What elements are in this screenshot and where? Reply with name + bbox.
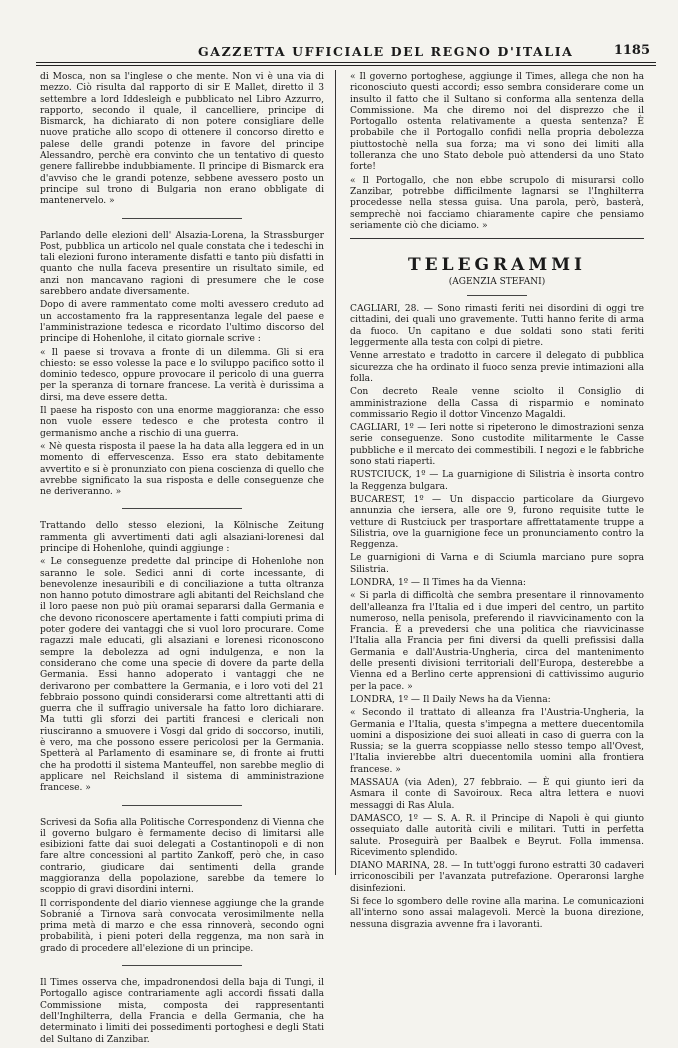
article-paragraph: « Le conseguenze predette dal principe di Hohenlohe non saranno le sole. Sedici anni di corte incessante, di benevolenze inesauribili e di conciliazione a tutta oltranza non hanno potuto dimostrare agli abitanti del Reichsland che il loro paese non può più oramai separarsi dalla Germania e che devono riconoscere apertamente i fatti compiuti prima di poter godere dei vantaggi che si vuol loro procurare. Come ragazzi male educati, gli alsaziani e lorenesi riconoscono sempre la debolezza ad ogni indulgenza, e non la considerano che come una specie di dovere da parte della Germania. Essi hanno adoperato i vantaggi che ne derivarono per combattere la Germania, e i loro voti del 21 febbraio possono quindi considerarsi come altrettanti atti di guerra che il suffragio universale ha fatto loro dichiarare. Ma tutti gli sforzi dei partiti francesi e clericali non riusciranno a smuovere i Vosgi dal grido di soccorso, inutili, è vero, ma che possono essere pericolosi per la Germania. Spetterà al Parlamento di esaminare se, di fronte ai frutti che ha prodotti il sistema Manteuffel, non sarebbe meglio di applicare nel Reichsland il sistema di amministrazione francese. » [40, 557, 324, 794]
telegrams-rule [467, 295, 527, 296]
telegram-item: BUCAREST, 1º — Un dispaccio particolare da Giurgevo annunzia che iersera, alle ore 9, furono requisite tutte le vetture di Rustciuck per trasportare affrettatamente truppe a Silistria, ove la guarnigione fece un pronunciamento contro la Reggenza. [350, 494, 644, 551]
telegram-item: LONDRA, 1º — Il Times ha da Vienna: [350, 577, 527, 588]
article-paragraph: « Il paese si trovava a fronte di un dilemma. Gli si era chiesto: se esso volesse la pace e lo sviluppo pacifico sotto il dominio tedesco, oppure provocare il pericolo di una guerra per la speranza di tornare francese. La verità è durissima a dirsi, ma deve essere detta. [40, 347, 324, 403]
page-header [36, 40, 656, 62]
article-separator [122, 965, 242, 966]
article-separator [122, 805, 242, 806]
telegram-item: DIANO MARINA, 28. — In tutt'oggi furono estratti 30 cadaveri irriconoscibili per l'avanzata putrefazione. Operaronsi larghe disinfezioni. [350, 861, 644, 894]
article-paragraph: Scrivesi da Sofia alla Politische Correspondenz di Vienna che il governo bulgaro è fermamente deciso di limitarsi alle esibizioni fatte dai suoi delegati a Costantinopoli e di non fare altre concessioni al partito Zankoff, però che, in caso contrario, giudicare dai sentimenti della grande maggioranza della popolazione, sarebbe da temere lo scoppio di gravi disordini interni. [40, 817, 324, 896]
article-paragraph: « Il governo portoghese, aggiunge il Times, allega che non ha riconosciuto questi accordi; esso sembra considerare come un insulto il fatto che il Sultano si conforma alla sentenza della Commissione. Ma che diremo noi del disprezzo che il Portogallo ostenta relativamente a questa sentenza? È probabile che il Portogallo confidi nella propria debolezza piuttostochè nella sua forza; ma vi sono dei limiti alla tolleranza che uno Stato debole può attendersi da uno Stato forte! [350, 72, 644, 173]
telegram-item: « Secondo il trattato di alleanza fra l'Austria-Ungheria, la Germania e l'Italia, questa s'impegna a mettere duecentomila uomini a disposizione dei suoi alleati in caso di guerra con la Russia; se la guerra scoppiasse nello stesso tempo all'Ovest, l'Italia invierebbe altri duecentomila uomini alla frontiera francese. » [350, 708, 644, 775]
article-separator [122, 508, 242, 509]
article-paragraph: « Nè questa risposta il paese la ha data alla leggera ed in un momento di effervescenza. Esso era stato debitamente avvertito e si è pronunziato con piena coscienza di quello che avrebbe significato la sua risposta e delle conseguenze che ne deriveranno. » [40, 441, 324, 498]
header-rule-thin [36, 65, 656, 66]
telegram-item: LONDRA, 1º — Il Daily News ha da Vienna: [350, 694, 551, 705]
telegram-item: CAGLIARI, 1º — Ieri notte si ripeterono le dimostrazioni senza serie conseguenze. Sono custodite militarmente le Casse pubbliche e il mercato dei commestibili. I negozi e le fabbriche sono stati riaperti. [350, 423, 644, 468]
article-paragraph: « Il Portogallo, che non ebbe scrupolo di misurarsi collo Zanzibar, potrebbe difficilmente lagnarsi se l'Inghilterra procedesse nella stessa guisa. Una parola, però, basterà, semprechè noi facciamo chiaramente capire che pensiamo seriamente ciò che diciamo. » [350, 175, 644, 231]
column-divider [335, 70, 336, 875]
telegram-item: « Si parla di difficoltà che sembra presentare il rinnovamento dell'alleanza fra l'Italia ed i due imperi del centro, un partito numeroso, nella penisola, preferendo il riavvicinamento con la Francia. È a prevedersi che una politica che riavvicinasse l'Italia alla Francia per fini diversi da quelli prefissisi dalla Germania e dall'Austria-Ungheria, circa del mantenimento delle presenti divisioni territoriali dell'Europa, desterebbe a Vienna ed a Berlino certe apprensioni di cattivissimo augurio per la pace. » [350, 591, 644, 692]
telegram-item: Si fece lo sgombero delle rovine alla marina. Le comunicazioni all'interno sono assai malagevoli. Mercè la buona direzione, nessuna disgrazia avvenne fra i lavoranti. [350, 897, 644, 930]
article-paragraph: Il corrispondente del diario viennese aggiunge che la grande Sobranié a Tirnova sarà convocata verosimilmente nella prima metà di marzo e che essa rinnoverà, secondo ogni probabilità, i pieni poteri della reggenza, ma non sarà in grado di procedere all'elezione di un principe. [40, 898, 324, 954]
article-paragraph: Trattando dello stesso elezioni, la Kölnische Zeitung rammenta gli avvertimenti dati agli alsaziani-lorenesi dal principe di Hohenlohe, quindi aggiunge : [40, 521, 324, 554]
telegram-item: RUSTCIUCK, 1º — La guarnigione di Silistria è insorta contro la Reggenza bulgara. [350, 470, 644, 492]
article-paragraph: di Mosca, non sa l'inglese o che mente. Non vi è una via di mezzo. Ciò risulta dal rapporto di sir E Mallet, diretto il 3 settembre a lord Iddesleigh e pubblicato nel Libro Azzurro, rapporto, secondo il quale, il cancelliere, principe di Bismarck, ha dichiarato di non potere consigliare delle nuove pratiche allo scopo di ottenere il concorso diretto e palese delle grandi potenze in favore del principe Alessandro, perchè era convinto che un tentativo di questo genere fallirebbe indubbiamente. Il principe di Bismarck era d'avviso che le grandi potenze, sebbene avessero posto un principe sul trono di Bulgaria non erano obbligate di mantenervelo. » [40, 72, 324, 207]
left-column [40, 72, 324, 1048]
telegrams-heading: TELEGRAMMI [408, 255, 586, 276]
header-rule [36, 62, 656, 63]
newspaper-title: GAZZETTA UFFICIALE DEL REGNO D'ITALIA [198, 44, 574, 59]
article-paragraph: Il paese ha risposto con una enorme maggioranza: che esso non vuole essere tedesco e che protesta contro il germanismo anche a rischio di una guerra. [40, 406, 324, 439]
telegram-item: MASSAUA (via Aden), 27 febbraio. — È qui giunto ieri da Asmara il conte di Savoiroux. Reca altra lettera e nuovi messaggi di Ras Alula. [350, 778, 644, 811]
article-paragraph: Il Times osserva che, impadronendosi della baja di Tungi, il Portogallo agisce contrariamente agli accordi fissati dalla Commissione mista, composta dei rappresentanti dell'Inghilterra, della Francia e della Germania, che ha determinato i limiti dei possedimenti portoghesi e degli Stati del Sultano di Zanzibar. [40, 978, 324, 1045]
telegram-item: Venne arrestato e tradotto in carcere il delegato di pubblica sicurezza che ha ordinato il fuoco senza previe intimazioni alla folla. [350, 351, 644, 384]
right-column [350, 72, 644, 933]
article-separator [122, 218, 242, 219]
telegram-item: CAGLIARI, 28. — Sono rimasti feriti nei disordini di oggi tre cittadini, dei quali uno gravemente. Tutti hanno ferite di arma da fuoco. Un capitano e due soldati sono stati feriti leggermente alla testa con colpi di pietre. [350, 304, 644, 349]
telegram-item: Con decreto Reale venne sciolto il Consiglio di amministrazione della Cassa di risparmio e nominato commissario Regio il dottor Vincenzo Magaldi. [350, 387, 644, 420]
section-rule [350, 238, 644, 239]
article-paragraph: Parlando delle elezioni dell' Alsazia-Lorena, la Strassburger Post, pubblica un articolo nel quale constata che i tedeschi in tali elezioni furono interamente disfatti e tanto più disfatti in quanto che nulla faceva presentire un risultato simile, ed anzi non mancavano ragioni di presumere che le cose sarebbero andate diversamente. [40, 230, 324, 298]
page-number: 1185 [613, 43, 650, 58]
telegram-item: Le guarnigioni di Varna e di Sciumla marciano pure sopra Silistria. [350, 553, 644, 575]
telegram-item: DAMASCO, 1º — S. A. R. il Principe di Napoli è qui giunto ossequiato dalle autorità civili e militari. Tutti in perfetta salute. Proseguirà per Baalbek e Beyrut. Folla immensa. Ricevimento splendido. [350, 813, 644, 858]
telegrams-agency: (AGENZIA STEFANI) [448, 277, 546, 288]
article-paragraph: Dopo di avere rammentato come molti avessero creduto ad un accostamento fra la rappresentanza legale del paese e l'amministrazione tedesca e ricordato l'ultimo discorso del principe di Hohenlohe, il citato giornale scrive : [40, 300, 324, 345]
